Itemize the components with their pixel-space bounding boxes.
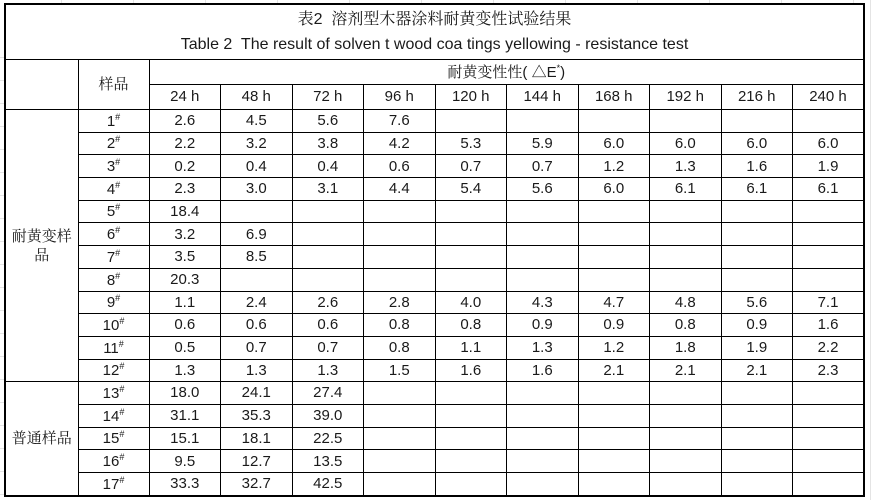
value-cell: 6.9 [221,223,293,246]
value-cell [721,246,793,269]
value-cell: 1.3 [221,359,293,382]
value-cell [721,382,793,405]
group-label-line: 品 [34,246,50,264]
value-cell [292,268,364,291]
value-cell: 5.6 [292,110,364,133]
value-cell: 1.9 [721,336,793,359]
value-cell [793,404,865,427]
value-cell [364,246,436,269]
value-cell [721,110,793,133]
value-cell: 0.6 [149,314,221,337]
value-cell [435,110,507,133]
value-cell [507,473,579,497]
group-label-line: 普通样品 [11,430,72,448]
table-row [5,450,864,473]
value-cell: 6.1 [721,178,793,201]
yellowing-header-text: 耐黄变性性( △E [447,63,557,81]
sample-label: 16# [78,450,149,473]
value-cell [364,473,436,497]
value-cell: 8.5 [221,246,293,269]
value-cell: 6.0 [650,132,722,155]
value-cell [721,450,793,473]
value-cell: 27.4 [292,382,364,405]
value-cell [650,268,722,291]
value-cell: 0.6 [364,155,436,178]
sample-label: 7# [78,246,149,269]
value-cell: 3.5 [149,246,221,269]
value-cell [650,473,722,497]
value-cell: 32.7 [221,473,293,497]
value-cell [292,246,364,269]
value-cell [507,110,579,133]
value-cell: 5.6 [507,178,579,201]
sample-label: 14# [78,404,149,427]
value-cell [435,473,507,497]
table-row [5,427,864,450]
value-cell [578,200,650,223]
value-cell: 18.4 [149,200,221,223]
value-cell: 0.5 [149,336,221,359]
value-cell: 2.6 [292,291,364,314]
table-caption [5,4,864,60]
value-cell [650,382,722,405]
value-cell: 4.5 [221,110,293,133]
value-cell: 6.0 [578,178,650,201]
value-cell: 0.4 [221,155,293,178]
value-cell [650,200,722,223]
value-cell: 1.6 [721,155,793,178]
sample-label: 10# [78,314,149,337]
value-cell [793,200,865,223]
value-cell: 1.3 [149,359,221,382]
value-cell: 6.1 [650,178,722,201]
value-cell [435,382,507,405]
time-header: 120 h [435,85,507,110]
spreadsheet-gridline-right [870,0,871,500]
value-cell [364,382,436,405]
group-label-resistant [5,110,78,382]
sample-column-header: 样品 [78,60,149,110]
value-cell: 0.9 [507,314,579,337]
yellowing-header-close: ) [560,63,566,81]
value-cell: 1.2 [578,336,650,359]
value-cell: 1.6 [793,314,865,337]
value-cell [507,450,579,473]
value-cell: 7.6 [364,110,436,133]
value-cell: 9.5 [149,450,221,473]
header-row-top [5,60,864,85]
time-header: 192 h [650,85,722,110]
time-header: 144 h [507,85,579,110]
value-cell: 1.3 [507,336,579,359]
sample-label: 9# [78,291,149,314]
value-cell [650,223,722,246]
value-cell: 6.0 [578,132,650,155]
value-cell [793,110,865,133]
yellowing-header-sup: * [556,62,561,73]
sample-label: 3# [78,155,149,178]
value-cell [507,246,579,269]
value-cell [793,246,865,269]
value-cell: 4.7 [578,291,650,314]
value-cell [793,382,865,405]
value-cell [578,450,650,473]
value-cell [435,404,507,427]
table-row [5,473,864,497]
value-cell [650,427,722,450]
table-row [5,200,864,223]
sample-label: 2# [78,132,149,155]
time-header: 216 h [721,85,793,110]
value-cell [364,200,436,223]
value-cell: 4.2 [364,132,436,155]
value-cell: 2.3 [793,359,865,382]
group-label-ordinary [5,382,78,496]
value-cell: 5.6 [721,291,793,314]
value-cell: 18.1 [221,427,293,450]
value-cell: 0.6 [292,314,364,337]
value-cell [578,246,650,269]
value-cell: 0.4 [292,155,364,178]
value-cell [578,268,650,291]
value-cell [221,268,293,291]
table-row [5,382,864,405]
value-cell [364,427,436,450]
sample-label: 4# [78,178,149,201]
value-cell: 18.0 [149,382,221,405]
value-cell [578,427,650,450]
time-header: 48 h [221,85,293,110]
value-cell: 0.9 [721,314,793,337]
yellowing-header [149,60,864,85]
value-cell [507,200,579,223]
value-cell [507,223,579,246]
value-cell: 24.1 [221,382,293,405]
value-cell [292,200,364,223]
value-cell: 2.3 [149,178,221,201]
value-cell: 5.4 [435,178,507,201]
time-header: 72 h [292,85,364,110]
value-cell: 2.1 [578,359,650,382]
sample-label: 5# [78,200,149,223]
value-cell: 1.3 [650,155,722,178]
table-row [5,223,864,246]
value-cell [364,268,436,291]
value-cell [507,404,579,427]
value-cell [793,223,865,246]
value-cell [507,427,579,450]
value-cell: 0.8 [364,336,436,359]
value-cell: 12.7 [221,450,293,473]
value-cell: 4.3 [507,291,579,314]
value-cell: 0.7 [221,336,293,359]
value-cell [721,404,793,427]
value-cell: 2.2 [149,132,221,155]
table-row [5,132,864,155]
value-cell: 3.2 [221,132,293,155]
sample-label: 6# [78,223,149,246]
sample-label: 15# [78,427,149,450]
value-cell [364,404,436,427]
value-cell [793,450,865,473]
value-cell: 5.9 [507,132,579,155]
value-cell: 0.8 [435,314,507,337]
caption-row [5,4,864,60]
corner-cell [5,60,78,110]
value-cell: 1.5 [364,359,436,382]
value-cell [650,450,722,473]
value-cell: 1.1 [149,291,221,314]
value-cell: 0.8 [364,314,436,337]
value-cell [435,268,507,291]
value-cell: 4.0 [435,291,507,314]
value-cell: 39.0 [292,404,364,427]
value-cell: 2.4 [221,291,293,314]
value-cell [650,404,722,427]
table-row [5,291,864,314]
value-cell: 33.3 [149,473,221,497]
value-cell: 2.2 [793,336,865,359]
time-header: 240 h [793,85,865,110]
value-cell: 13.5 [292,450,364,473]
value-cell [435,223,507,246]
value-cell: 1.3 [292,359,364,382]
value-cell: 22.5 [292,427,364,450]
value-cell [793,427,865,450]
value-cell: 2.8 [364,291,436,314]
value-cell [793,473,865,497]
value-cell [364,450,436,473]
value-cell [793,268,865,291]
value-cell [507,268,579,291]
value-cell [721,200,793,223]
table-title-en: Table 2 The result of solven t wood coa tings yellowing - resistance test [180,36,689,53]
value-cell: 3.0 [221,178,293,201]
value-cell [721,223,793,246]
table-title-zh: 表2 溶剂型木器涂料耐黄变性试验结果 [297,11,572,28]
value-cell: 35.3 [221,404,293,427]
value-cell: 1.1 [435,336,507,359]
value-cell [364,223,436,246]
table-row [5,359,864,382]
yellowing-results-table [4,3,865,497]
value-cell: 1.6 [435,359,507,382]
value-cell [578,473,650,497]
value-cell: 6.1 [793,178,865,201]
value-cell [292,223,364,246]
table-row [5,336,864,359]
value-cell: 3.2 [149,223,221,246]
value-cell: 42.5 [292,473,364,497]
table-row [5,268,864,291]
value-cell [221,200,293,223]
time-header: 168 h [578,85,650,110]
sample-label: 13# [78,382,149,405]
group-label-line: 耐黄变样 [11,227,72,245]
value-cell [435,200,507,223]
value-cell: 0.7 [292,336,364,359]
value-cell: 4.4 [364,178,436,201]
value-cell [435,427,507,450]
value-cell: 0.6 [221,314,293,337]
sample-label: 11# [78,336,149,359]
value-cell: 0.7 [435,155,507,178]
table-row [5,246,864,269]
value-cell: 1.6 [507,359,579,382]
value-cell: 1.2 [578,155,650,178]
table-row [5,314,864,337]
value-cell [435,246,507,269]
value-cell [507,382,579,405]
value-cell: 3.8 [292,132,364,155]
value-cell [650,110,722,133]
value-cell: 1.9 [793,155,865,178]
table-row [5,155,864,178]
value-cell: 0.2 [149,155,221,178]
value-cell: 20.3 [149,268,221,291]
value-cell: 3.1 [292,178,364,201]
sample-label: 12# [78,359,149,382]
value-cell [435,450,507,473]
value-cell: 7.1 [793,291,865,314]
table-row [5,110,864,133]
value-cell: 0.9 [578,314,650,337]
value-cell: 31.1 [149,404,221,427]
value-cell [721,427,793,450]
value-cell [578,404,650,427]
value-cell [721,268,793,291]
value-cell [650,246,722,269]
value-cell [578,110,650,133]
value-cell: 0.7 [507,155,579,178]
value-cell: 1.8 [650,336,722,359]
value-cell: 6.0 [721,132,793,155]
value-cell: 4.8 [650,291,722,314]
sample-label: 17# [78,473,149,497]
table-row [5,404,864,427]
value-cell: 5.3 [435,132,507,155]
value-cell: 2.6 [149,110,221,133]
value-cell: 15.1 [149,427,221,450]
value-cell [721,473,793,497]
value-cell [578,223,650,246]
sample-label: 8# [78,268,149,291]
value-cell: 6.0 [793,132,865,155]
time-header: 96 h [364,85,436,110]
value-cell [578,382,650,405]
time-header: 24 h [149,85,221,110]
value-cell: 2.1 [650,359,722,382]
sample-label: 1# [78,110,149,133]
value-cell: 0.8 [650,314,722,337]
value-cell: 2.1 [721,359,793,382]
table-row [5,178,864,201]
